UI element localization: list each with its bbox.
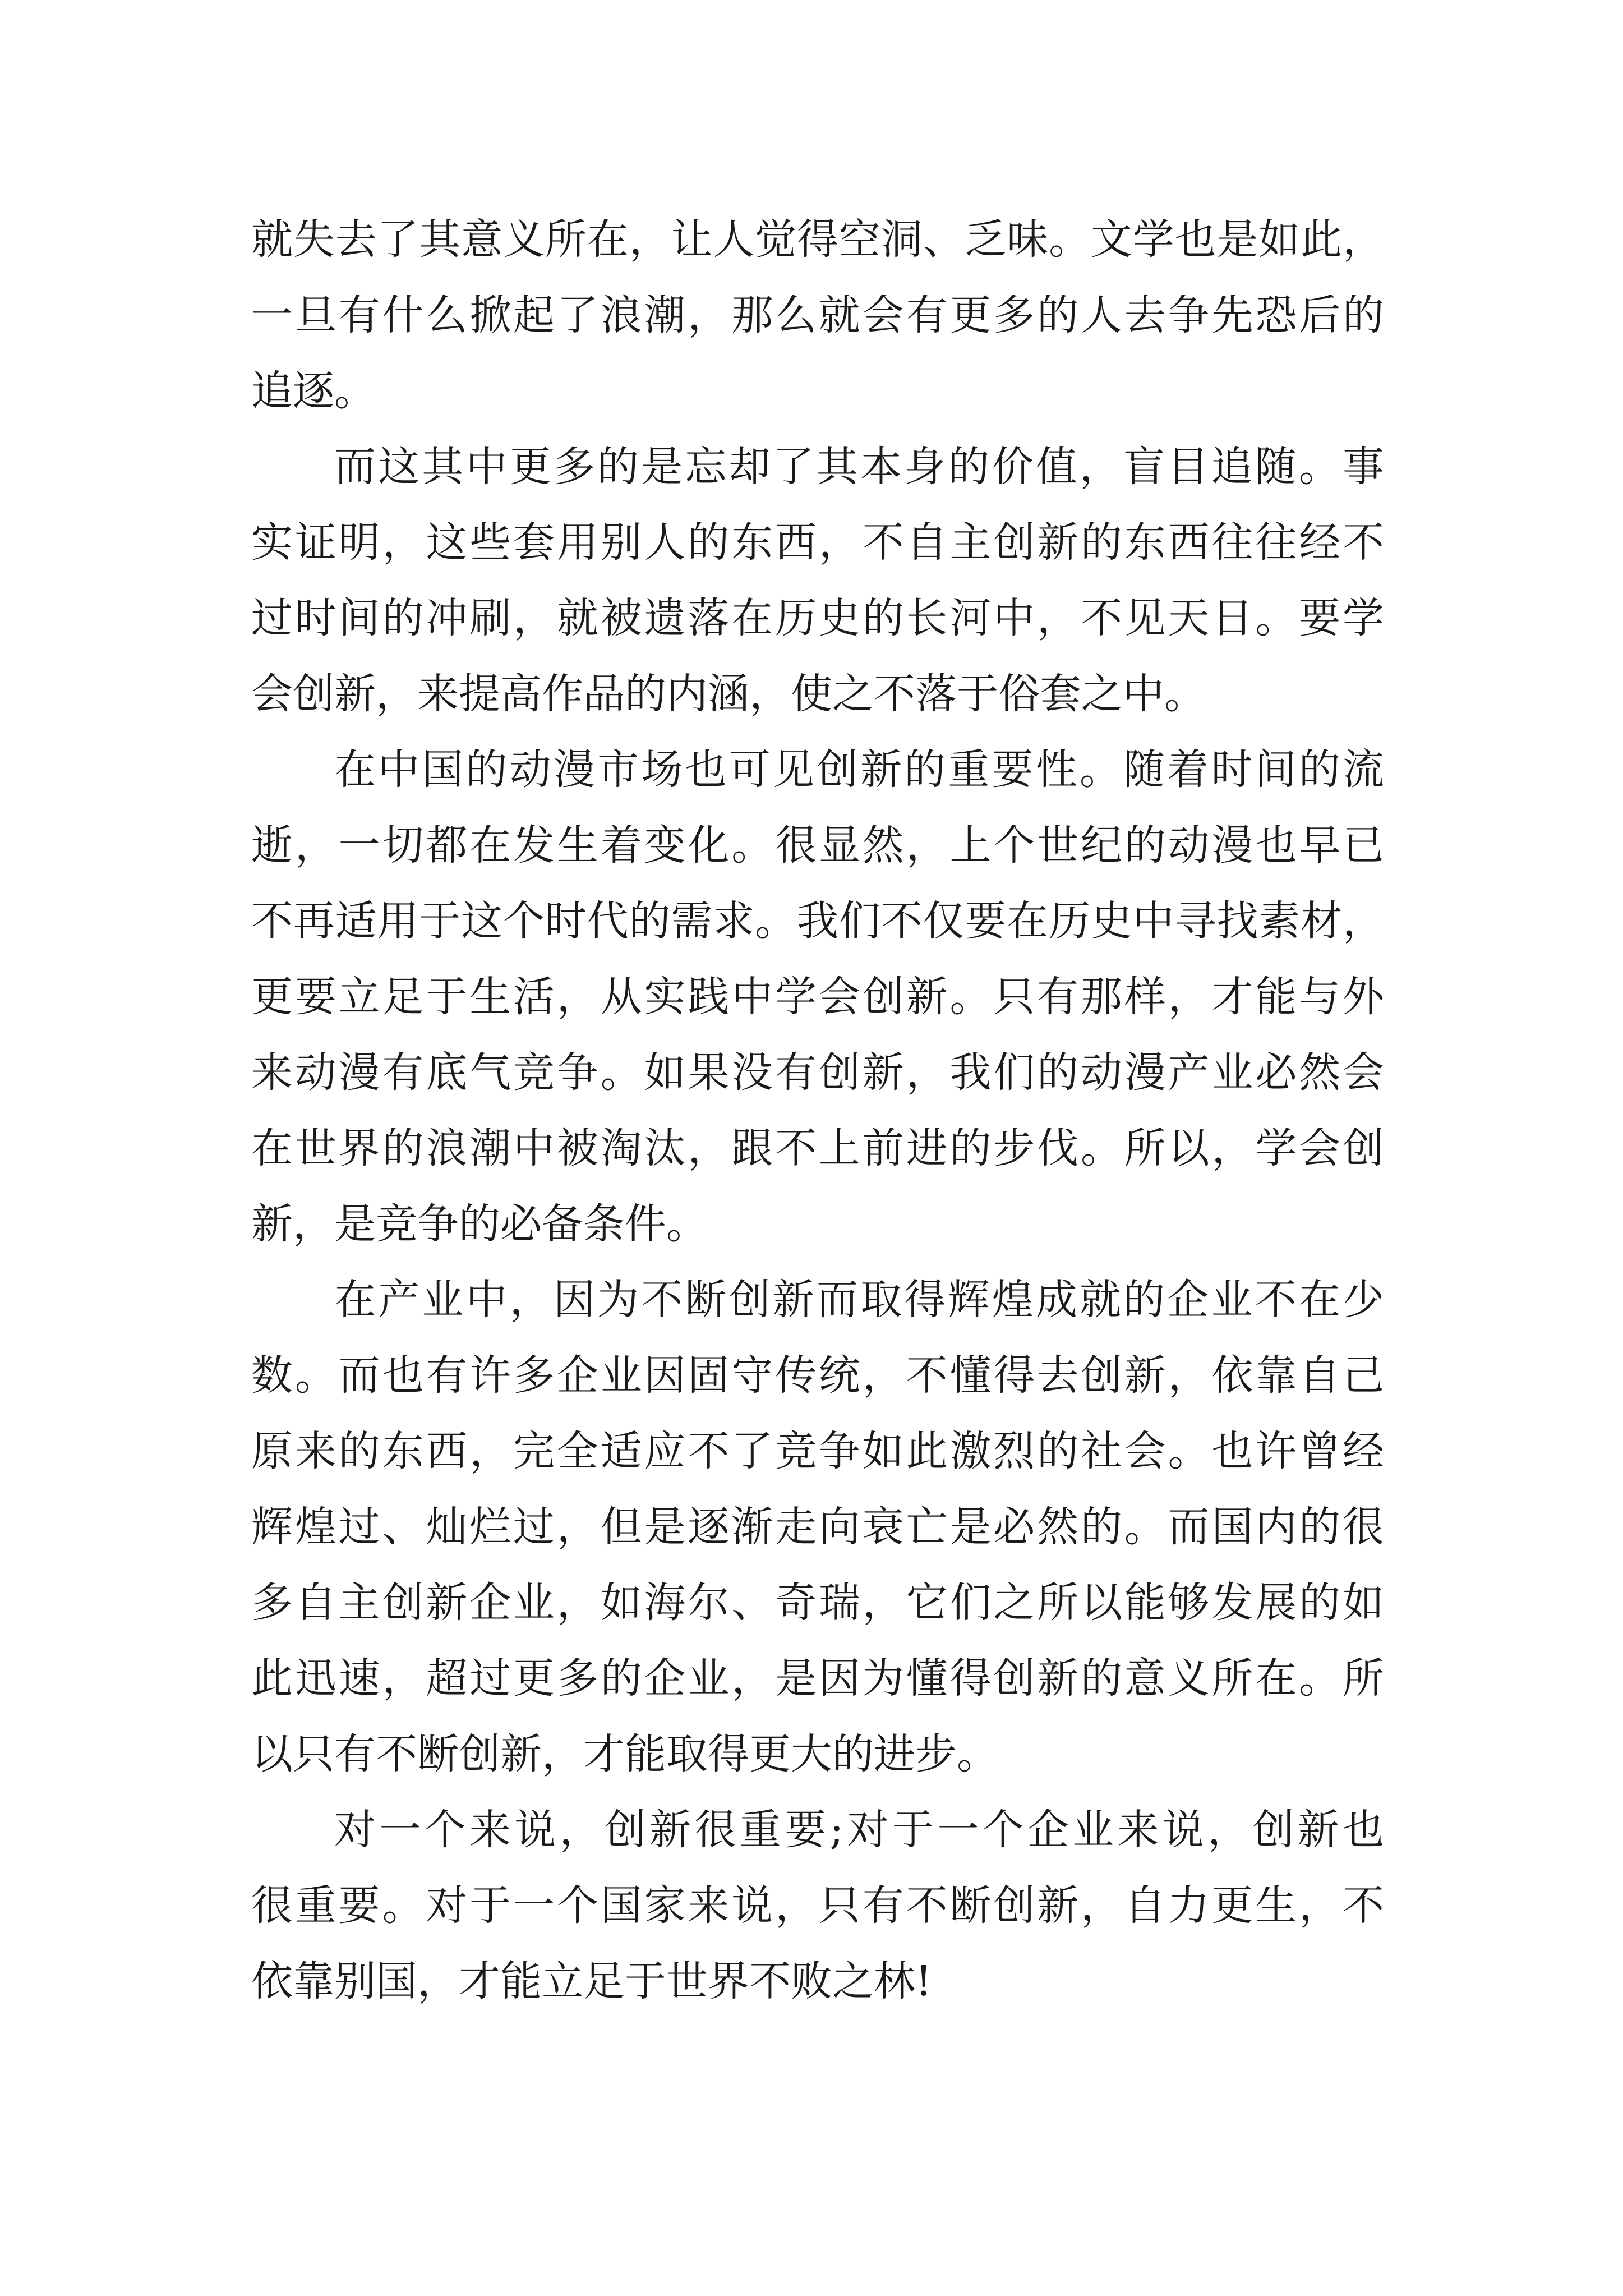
text-line: 新，是竞争的必备条件。 (251, 1200, 708, 1248)
paragraph-1 (251, 202, 1384, 429)
text-line: 数。而也有许多企业因固守传统，不懂得去创新，依靠自己 (251, 1351, 1384, 1400)
text-line: 逝，一切都在发生着变化。很显然，上个世纪的动漫也早已 (251, 821, 1384, 869)
text-line: 追逐。 (251, 367, 376, 415)
text-line: 过时间的冲刷，就被遗落在历史的长河中，不见天日。要学 (251, 594, 1384, 642)
text-line: 会创新，来提高作品的内涵，使之不落于俗套之中。 (251, 670, 1206, 718)
text-line: 实证明，这些套用别人的东西，不自主创新的东西往往经不 (251, 518, 1384, 567)
text-line: 原来的东西，完全适应不了竞争如此激烈的社会。也许曾经 (251, 1427, 1384, 1475)
text-line: 对一个来说，创新很重要;对于一个企业来说，创新也 (334, 1806, 1384, 1854)
text-line: 一旦有什么掀起了浪潮，那么就会有更多的人去争先恐后的 (251, 291, 1384, 339)
text-line: 更要立足于生活，从实践中学会创新。只有那样，才能与外 (251, 973, 1384, 1021)
text-line: 依靠别国，才能立足于世界不败之林! (251, 1957, 932, 2005)
paragraph-4 (251, 1262, 1384, 1792)
document-body (251, 202, 1384, 2019)
text-line: 不再适用于这个时代的需求。我们不仅要在历史中寻找素材， (251, 897, 1384, 945)
text-line: 很重要。对于一个国家来说，只有不断创新，自力更生，不 (251, 1881, 1384, 1930)
text-line: 辉煌过、灿烂过，但是逐渐走向衰亡是必然的。而国内的很 (251, 1503, 1384, 1551)
text-line: 在世界的浪潮中被淘汰，跟不上前进的步伐。所以，学会创 (251, 1124, 1384, 1172)
text-line: 就失去了其意义所在，让人觉得空洞、乏味。文学也是如此， (251, 215, 1384, 264)
paragraph-5 (251, 1792, 1384, 2019)
text-line: 在中国的动漫市场也可见创新的重要性。随着时间的流 (334, 746, 1384, 794)
text-line: 以只有不断创新，才能取得更大的进步。 (251, 1730, 998, 1778)
text-line: 而这其中更多的是忘却了其本身的价值，盲目追随。事 (334, 443, 1384, 491)
text-line: 多自主创新企业，如海尔、奇瑞，它们之所以能够发展的如 (251, 1579, 1384, 1627)
text-line: 此迅速，超过更多的企业，是因为懂得创新的意义所在。所 (251, 1654, 1384, 1703)
paragraph-3 (251, 732, 1384, 1262)
paragraph-2 (251, 429, 1384, 732)
text-line: 在产业中，因为不断创新而取得辉煌成就的企业不在少 (334, 1276, 1384, 1324)
text-line: 来动漫有底气竞争。如果没有创新，我们的动漫产业必然会 (251, 1048, 1384, 1097)
